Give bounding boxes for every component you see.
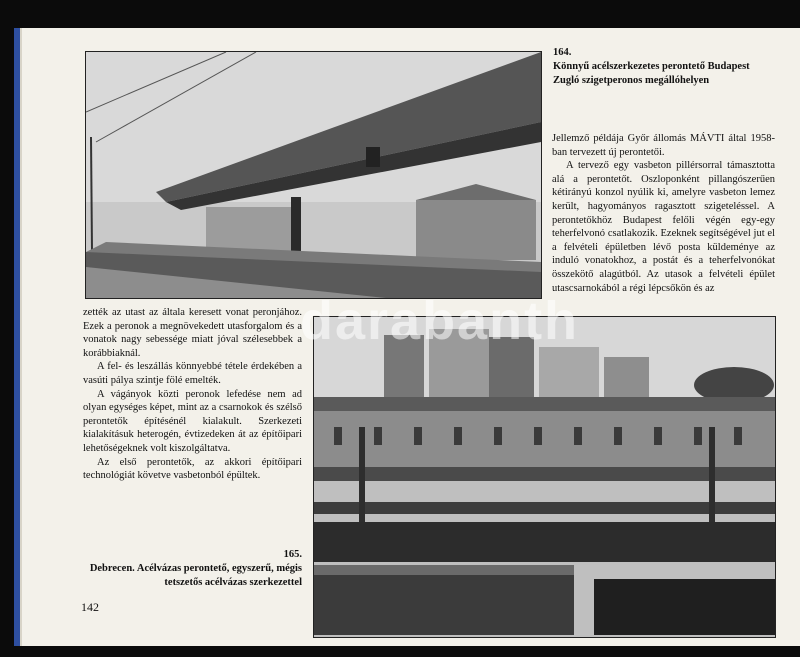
left-paragraph-4: Az első perontetők, az akkori építőipari technológiát követve vasbetonból épültek.	[83, 456, 302, 482]
caption-164	[553, 46, 773, 88]
caption-165-number: 165.	[283, 549, 302, 560]
page-number: 142	[81, 600, 99, 614]
photo-165-debrecen-station	[313, 316, 776, 638]
caption-165-line2: tetszetős acélvázas szerkezettel	[164, 577, 302, 588]
watermark: darabanth	[300, 291, 580, 351]
caption-165-line1: Debrecen. Acélvázas perontető, egyszerű, mégis	[89, 563, 302, 574]
right-paragraph-2: A tervező egy vasbeton pillérsorral támasztotta alá a perontetőt. Oszloponként pillangószerűen kétirányú konzol nyúlik ki, amelyre vasbeton lemez került, hagyományos ragasztott szigeteléssel. A perontetőkhöz Budapest felőli végén egy-egy teherfelvonó csatlakozik. Ezeknek segítségével jut el a felvételi épületben lévő posta küldeménye az induló vonatokhoz, a postát és a teherfelvonókat összekötő alagútból. Az utasok a felvételi épület utascsarnokából a régi lépcsőkön és az	[552, 160, 775, 294]
left-paragraph-3: A vágányok közti peronok lefedése nem ad olyan egységes képet, mint az a csarnokok és szélső perontetők építésénél kialakult. Szerkezeti kialakításuk heterogén, évtizedeken át az építőipari lehetőségeknek volt kiszolgáltatva.	[83, 388, 302, 454]
left-column-text	[83, 306, 302, 483]
caption-164-number: 164.	[553, 47, 572, 58]
left-paragraph-2: A fel- és leszállás könnyebbé tétele érdekében a vasúti pálya szintje fölé emelték.	[83, 361, 302, 386]
left-paragraph-1: zették az utast az általa keresett vonat peronjához. Ezek a peronok a megnövekedett utasforgalom és a vonatok nagy sebessége miatt jóval szélesebbek a korábbiaknál.	[83, 307, 302, 359]
right-paragraph-1: Jellemző példája Győr állomás MÁVTI által 1958-ban tervezett új perontetői.	[552, 133, 775, 158]
right-column-text	[552, 132, 775, 295]
caption-164-line1: Könnyű acélszerkezetes perontető Budapest	[553, 61, 750, 72]
caption-165	[82, 548, 302, 590]
photo-164-platform-roof	[85, 51, 542, 299]
caption-164-line2: Zugló szigetperonos megállóhelyen	[553, 75, 710, 86]
